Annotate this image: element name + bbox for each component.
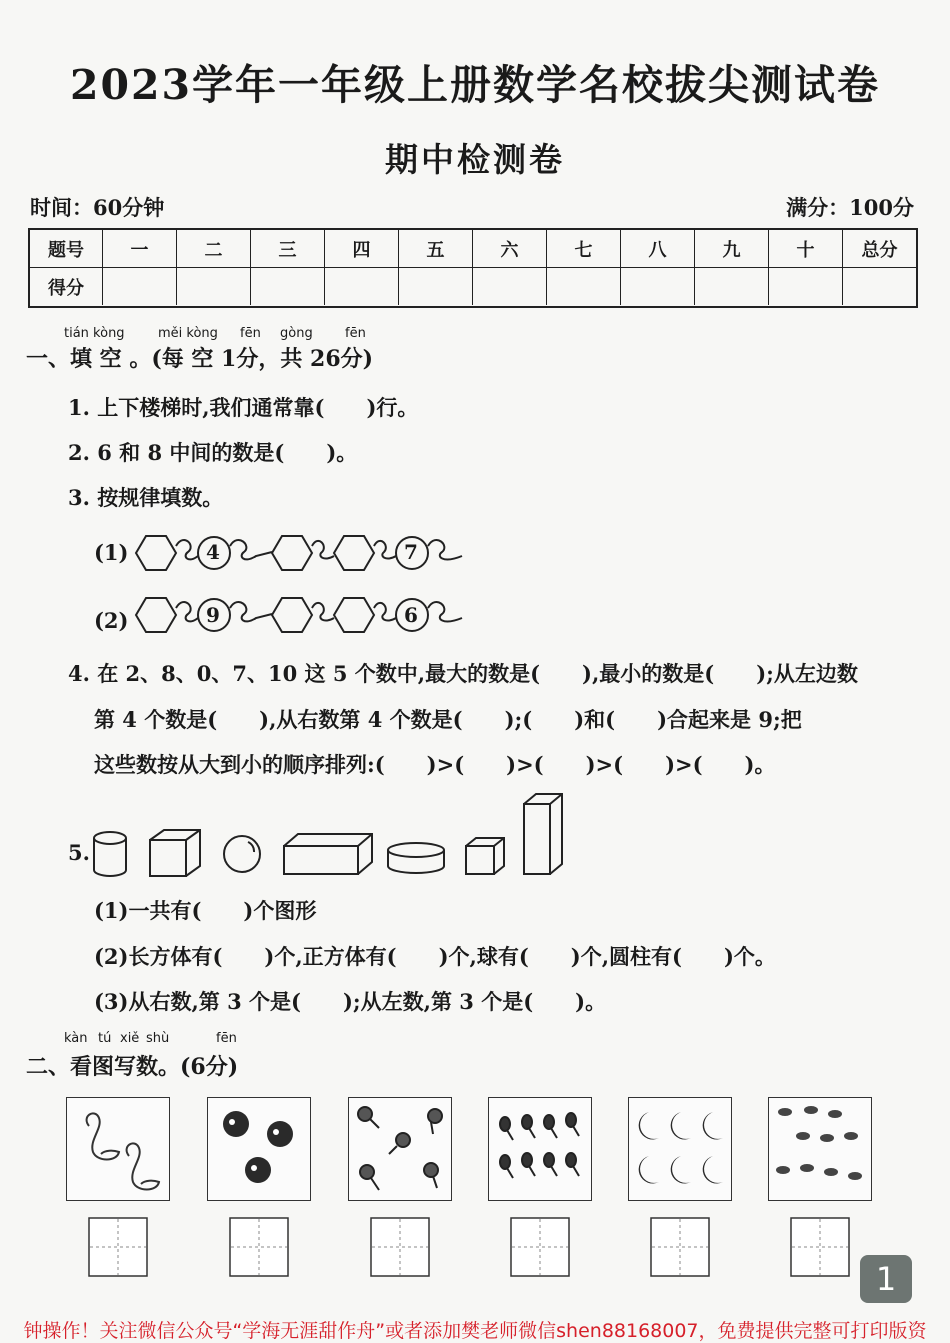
score-header-cell: 六 [472, 230, 546, 267]
question-5-label: 5. [68, 840, 90, 865]
picture-box-spoons [488, 1097, 592, 1201]
question-5-1: (1)一共有( )个图形 [94, 898, 317, 923]
question-4-line-2: 第 4 个数是( ),从右数第 4 个数是( );( )和( )合起来是 9;把 [94, 707, 802, 732]
score-table [28, 228, 918, 308]
question-5-3: (3)从右数,第 3 个是( );从左数,第 3 个是( )。 [94, 989, 607, 1014]
pinyin-fen: fēn [240, 326, 261, 341]
score-cell[interactable] [546, 268, 620, 305]
score-header-cell: 四 [324, 230, 398, 267]
pinyin-tu: tú [98, 1031, 112, 1046]
score-header-cell: 十 [768, 230, 842, 267]
pinyin-tiankong: tián kòng [64, 326, 125, 341]
q3-row2-number: 9 [206, 603, 220, 627]
full-score: 满分：100分 [786, 195, 914, 220]
pinyin-meikong: měi kòng [158, 326, 218, 341]
spoon-icon [489, 1098, 591, 1200]
score-header-cell: 总分 [842, 230, 916, 267]
answer-writing-box[interactable] [790, 1217, 852, 1279]
pinyin-shu: shù [146, 1031, 170, 1046]
pinyin-gong: gòng [280, 326, 313, 341]
swan-icon [67, 1098, 169, 1200]
score-cell[interactable] [472, 268, 546, 305]
exam-time: 时间：60分钟 [30, 195, 165, 220]
score-header-cell: 八 [620, 230, 694, 267]
crescent-moon-icon [629, 1098, 731, 1200]
picture-box-magnifiers [348, 1097, 452, 1201]
q3-row2-label: (2) [94, 608, 129, 633]
answer-writing-box[interactable] [370, 1217, 432, 1279]
question-4-line-1: 4. 在 2、8、0、7、10 这 5 个数中,最大的数是( ),最小的数是( );从左边数 [68, 661, 858, 686]
picture-box-moons [628, 1097, 732, 1201]
score-table-score-row [30, 267, 916, 305]
pinyin-kan: kàn [64, 1031, 88, 1046]
section-2-title: 二、看图写数。(6分) [26, 1054, 239, 1080]
pinyin-xie: xiě [120, 1031, 140, 1046]
answer-writing-box[interactable] [510, 1217, 572, 1279]
question-4-line-3: 这些数按从大到小的顺序排列:( )>( )>( )>( )>( )。 [94, 752, 776, 777]
exam-title: 2023学年一年级上册数学名校拔尖测试卷 [69, 61, 881, 109]
page-number-badge[interactable]: 1 [860, 1255, 912, 1303]
score-header-cell: 七 [546, 230, 620, 267]
score-cell[interactable] [102, 268, 176, 305]
leaf-icon [769, 1098, 871, 1200]
picture-box-leaves [768, 1097, 872, 1201]
score-header-cell: 五 [398, 230, 472, 267]
q3-row2-number: 6 [404, 603, 418, 627]
score-cell[interactable] [398, 268, 472, 305]
footer-promo-text: 钟操作！关注微信公众号“学海无涯甜作舟”或者添加樊老师微信shen88168007，免费提供完整可打印版资 [23, 1320, 927, 1342]
score-header-cell: 三 [250, 230, 324, 267]
score-header-cell: 题号 [48, 239, 84, 261]
answer-writing-box[interactable] [229, 1217, 291, 1279]
score-header-cell: 二 [176, 230, 250, 267]
answer-writing-box[interactable] [650, 1217, 712, 1279]
q3-row1-label: (1) [94, 540, 129, 565]
q5-shapes [90, 790, 570, 880]
answer-writing-box[interactable] [88, 1217, 150, 1279]
q3-row1-number: 7 [404, 540, 418, 564]
score-cell[interactable] [842, 268, 916, 305]
exam-subtitle: 期中检测卷 [385, 140, 565, 179]
score-row-label: 得分 [48, 277, 84, 299]
question-2: 2. 6 和 8 中间的数是( )。 [68, 440, 358, 465]
score-cell[interactable] [250, 268, 324, 305]
score-table-header-row [30, 230, 916, 267]
question-3: 3. 按规律填数。 [68, 485, 224, 510]
score-cell[interactable] [620, 268, 694, 305]
section-1-title: 一、填 空 。(每 空 1分，共 26分) [26, 346, 374, 372]
picture-box-ladybugs [207, 1097, 311, 1201]
score-cell[interactable] [176, 268, 250, 305]
ladybug-icon [208, 1098, 310, 1200]
score-header-cell: 九 [694, 230, 768, 267]
score-cell[interactable] [324, 268, 398, 305]
magnifier-icon [349, 1098, 451, 1200]
pinyin-fen-3: fēn [216, 1031, 237, 1046]
picture-box-swans [66, 1097, 170, 1201]
q3-row1-number: 4 [206, 540, 220, 564]
question-1: 1. 上下楼梯时,我们通常靠( )行。 [68, 395, 419, 420]
score-header-cell: 一 [102, 230, 176, 267]
score-cell[interactable] [694, 268, 768, 305]
pinyin-fen-2: fēn [345, 326, 366, 341]
question-5-2: (2)长方体有( )个,正方体有( )个,球有( )个,圆柱有( )个。 [94, 944, 776, 969]
score-cell[interactable] [768, 268, 842, 305]
